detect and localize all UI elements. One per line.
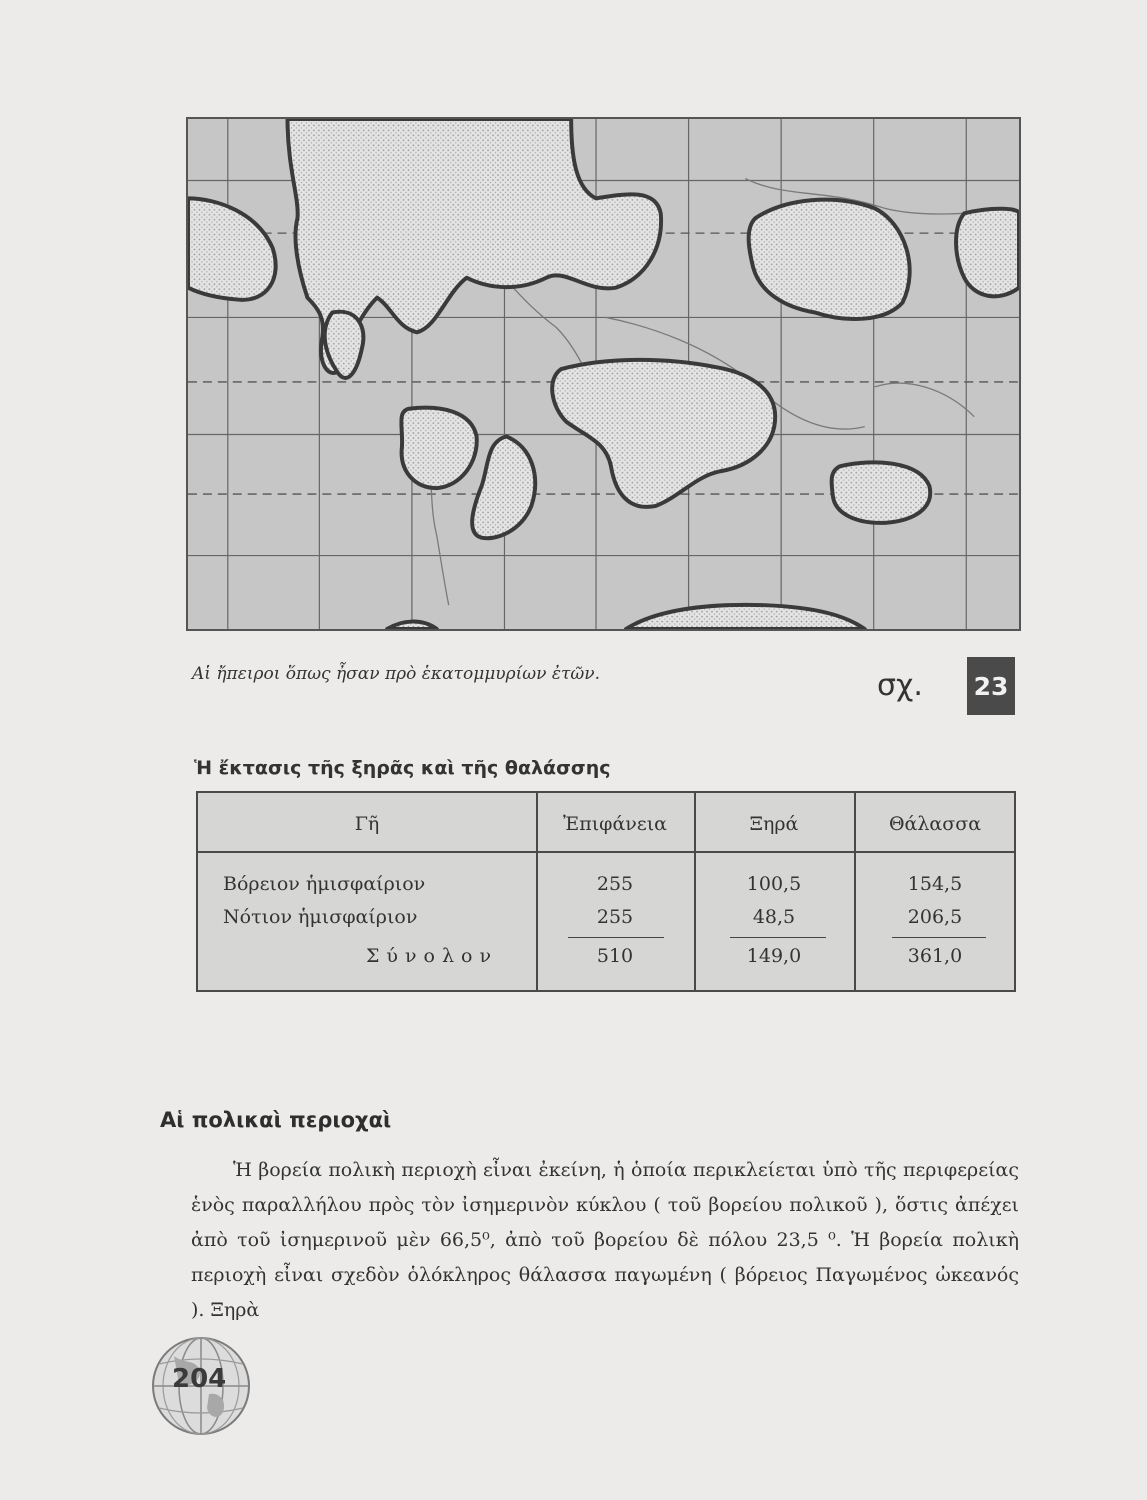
paragraph: Ἡ βορεία πολικὴ περιοχὴ εἶναι ἐκείνη, ἡ ὁποία περικλείεται ὑπὸ τῆς περιφερείας ἑνὸς παραλλήλου πρὸς τὸν ἰσημερινὸν κύκλου ( τοῦ βορείου πολικοῦ ), ὅστις ἀπέχει ἀπὸ τοῦ ἰσημερινοῦ μὲν 66,5⁰, ἀπὸ τοῦ βορείου δὲ πόλου 23,5 ⁰. Ἡ βορεία πολικὴ περιοχὴ εἶναι σχεδὸν ὁλόκληρος θάλασσα παγωμένη ( βόρειος Παγωμένος ὠκεανός ). Ξηρὰ — [191, 1159, 1019, 1321]
figure-caption: Αἱ ἤπειροι ὅπως ἦσαν πρὸ ἑκατομμυρίων ἐτῶν. — [192, 664, 601, 684]
section-heading: Αἱ πολικαὶ περιοχαὶ — [160, 1108, 392, 1132]
row-south-land: 48,5 — [752, 906, 796, 928]
row-north-land: 100,5 — [746, 873, 802, 895]
row-south-surface: 255 — [596, 906, 634, 928]
body-text — [191, 1153, 1019, 1328]
row-north-sea: 154,5 — [907, 873, 963, 895]
continents-map — [186, 117, 1021, 631]
row-north-name: Βόρειον ἡμισφαίριον — [223, 873, 426, 895]
land-sea-table — [196, 791, 1016, 992]
sum-line — [892, 937, 986, 938]
row-total-surface: 510 — [596, 945, 634, 967]
figure-label: σχ. — [877, 668, 923, 703]
header-surface: Ἐπιφάνεια — [563, 813, 667, 835]
row-total-name: Σύνολον — [366, 945, 499, 967]
sum-line — [568, 937, 664, 938]
page-number: 204 — [172, 1364, 227, 1394]
row-south-sea: 206,5 — [907, 906, 963, 928]
row-total-sea: 361,0 — [907, 945, 963, 967]
map-drawing — [188, 119, 1019, 629]
continent-east — [956, 209, 1019, 297]
sum-line — [730, 937, 826, 938]
header-sea: Θάλασσα — [888, 813, 982, 835]
header-earth: Γῆ — [354, 813, 380, 835]
table-title: Ἡ ἔκτασις τῆς ξηρᾶς καὶ τῆς θαλάσσης — [194, 757, 611, 779]
row-north-surface: 255 — [596, 873, 634, 895]
continent-australia — [832, 462, 931, 523]
row-total-land: 149,0 — [746, 945, 802, 967]
figure-number-badge: 23 — [967, 657, 1015, 715]
row-south-name: Νότιον ἡμισφαίριον — [223, 906, 418, 928]
header-land: Ξηρά — [749, 813, 799, 835]
